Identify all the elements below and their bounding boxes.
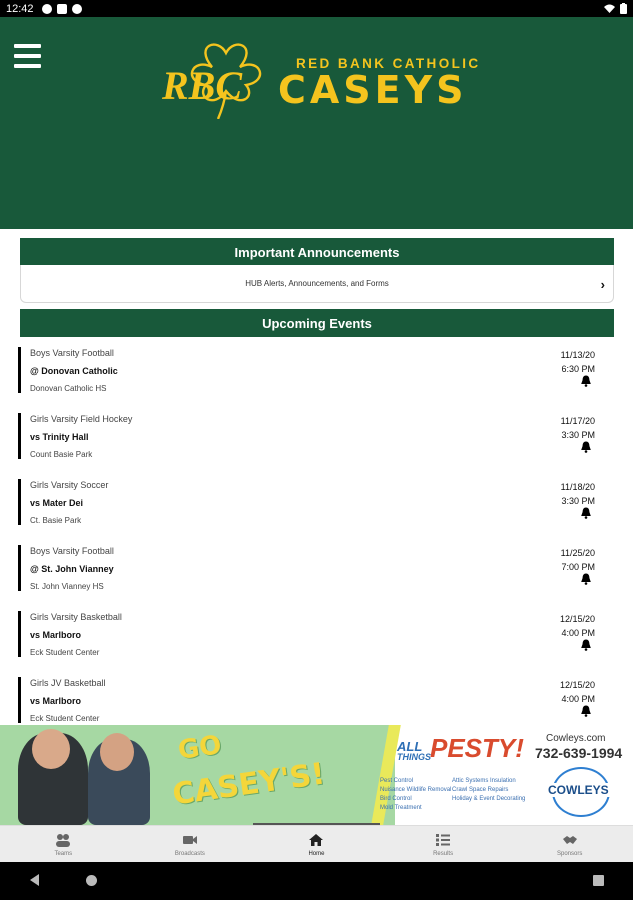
tab-sponsors[interactable]: [506, 826, 633, 862]
menu-line-icon: [14, 64, 41, 68]
results-list-icon: [435, 833, 451, 847]
event-accent-bar: [18, 611, 21, 657]
event-sport: Boys Varsity Football: [30, 348, 114, 358]
event-opponent: vs Mater Dei: [30, 498, 84, 508]
event-sport: Girls Varsity Soccer: [30, 480, 109, 490]
menu-line-icon: [14, 44, 41, 48]
event-date: 12/15/20: [559, 680, 595, 690]
event-date: 11/17/20: [560, 416, 595, 426]
handshake-icon: [562, 833, 578, 847]
event-item[interactable]: [18, 345, 614, 395]
event-time: 3:30 PM: [561, 430, 595, 440]
event-date: 11/18/20: [560, 482, 595, 492]
ad-service: Crawl Space Repairs: [452, 787, 509, 793]
ad-service: Nuisance Wildlife Removal: [380, 787, 452, 793]
ad-brand-pesty: PESTY!: [430, 733, 524, 763]
bell-icon[interactable]: [580, 573, 592, 585]
ad-phone: 732-639-1994: [535, 745, 623, 761]
ad-service: Pest Control: [380, 778, 414, 784]
ad-services-left: [380, 777, 451, 813]
event-sport: Girls JV Basketball: [30, 678, 106, 688]
event-item[interactable]: [18, 675, 614, 725]
status-bar: [0, 0, 633, 17]
ad-headline-go: GO: [176, 730, 224, 766]
ad-person-face: [100, 733, 134, 771]
status-time: 12:42: [6, 2, 34, 15]
menu-line-icon: [14, 54, 41, 58]
tab-label: Broadcasts: [174, 851, 205, 857]
home-circle-icon[interactable]: [86, 875, 97, 886]
ad-company: COWLEYS: [548, 783, 609, 797]
event-venue: St. John Vianney HS: [30, 582, 104, 591]
sponsor-ad-banner[interactable]: [0, 725, 633, 825]
event-venue: Eck Student Center: [30, 714, 100, 723]
event-venue: Donovan Catholic HS: [30, 384, 107, 393]
ad-service: Bird Control: [380, 796, 412, 802]
ad-person-face: [32, 729, 70, 769]
event-date: 11/13/20: [560, 350, 595, 360]
announcements-link[interactable]: [20, 265, 614, 303]
event-opponent: @ St. John Vianney: [30, 564, 114, 574]
event-venue: Count Basie Park: [30, 450, 93, 459]
app-header: [0, 17, 633, 229]
back-triangle-icon[interactable]: [30, 874, 39, 886]
bell-icon[interactable]: [580, 375, 592, 387]
sync-icon: [72, 4, 82, 14]
tab-teams[interactable]: [0, 826, 127, 862]
event-date: 11/25/20: [560, 548, 595, 558]
tab-results[interactable]: [380, 826, 507, 862]
ad-headline-caseys: CASEY'S!: [170, 756, 328, 813]
ad-brand-things: THINGS: [397, 752, 432, 762]
event-opponent: @ Donovan Catholic: [30, 366, 118, 376]
status-right: [604, 3, 627, 14]
sd-card-icon: [57, 4, 67, 14]
event-sport: Girls Varsity Basketball: [30, 612, 122, 622]
bell-icon[interactable]: [580, 441, 592, 453]
logo-subtitle: RED BANK CATHOLIC: [296, 56, 481, 71]
event-accent-bar: [18, 545, 21, 591]
event-accent-bar: [18, 677, 21, 723]
upcoming-events-header: Upcoming Events: [20, 309, 614, 337]
chevron-right-icon: ›: [600, 277, 605, 292]
event-item[interactable]: [18, 543, 614, 593]
event-accent-bar: [18, 479, 21, 525]
tab-label: Sponsors: [556, 851, 583, 857]
tab-label: Teams: [54, 851, 73, 857]
ad-website: Cowleys.com: [546, 733, 606, 744]
logo-initials: RBC: [162, 63, 243, 108]
hamburger-menu-button[interactable]: [14, 44, 42, 68]
event-item[interactable]: [18, 411, 614, 461]
event-opponent: vs Marlboro: [30, 630, 82, 640]
tab-home[interactable]: [253, 826, 380, 862]
teams-icon: [55, 833, 71, 847]
event-sport: Boys Varsity Football: [30, 546, 114, 556]
tab-label: Results: [433, 851, 454, 857]
ad-service: Attic Systems Insulation: [452, 778, 516, 784]
bell-icon[interactable]: [580, 507, 592, 519]
event-time: 4:00 PM: [561, 694, 595, 704]
event-item[interactable]: [18, 609, 614, 659]
event-accent-bar: [18, 347, 21, 393]
event-time: 6:30 PM: [561, 364, 595, 374]
event-time: 7:00 PM: [561, 562, 595, 572]
event-opponent: vs Trinity Hall: [30, 432, 89, 442]
event-sport: Girls Varsity Field Hockey: [30, 414, 133, 424]
event-venue: Eck Student Center: [30, 648, 100, 657]
event-venue: Ct. Basie Park: [30, 516, 82, 525]
announcements-link-label: HUB Alerts, Announcements, and Forms: [245, 279, 389, 288]
home-icon: [308, 833, 324, 847]
ad-service: Mold Treatment: [380, 805, 422, 811]
system-nav-bar: [0, 862, 633, 900]
tab-broadcasts[interactable]: [127, 826, 254, 862]
event-time: 4:00 PM: [561, 628, 595, 638]
notification-icon: [42, 4, 52, 14]
event-date: 12/15/20: [559, 614, 595, 624]
bell-icon[interactable]: [580, 639, 592, 651]
logo-title: CASEYS: [278, 68, 468, 112]
event-opponent: vs Marlboro: [30, 696, 82, 706]
announcements-header: Important Announcements: [20, 238, 614, 266]
battery-icon: [620, 3, 627, 14]
ad-brand-all: ALL: [397, 739, 423, 754]
video-camera-icon: [182, 833, 198, 847]
ad-service: Holiday & Event Decorating: [452, 796, 526, 802]
bell-icon[interactable]: [580, 705, 592, 717]
wifi-icon: [604, 4, 615, 13]
event-time: 3:30 PM: [561, 496, 595, 506]
recents-square-icon[interactable]: [593, 875, 604, 886]
event-accent-bar: [18, 413, 21, 459]
event-item[interactable]: [18, 477, 614, 527]
ad-services-right: [452, 777, 525, 804]
bottom-nav: [0, 825, 633, 862]
tab-label: Home: [308, 851, 325, 857]
